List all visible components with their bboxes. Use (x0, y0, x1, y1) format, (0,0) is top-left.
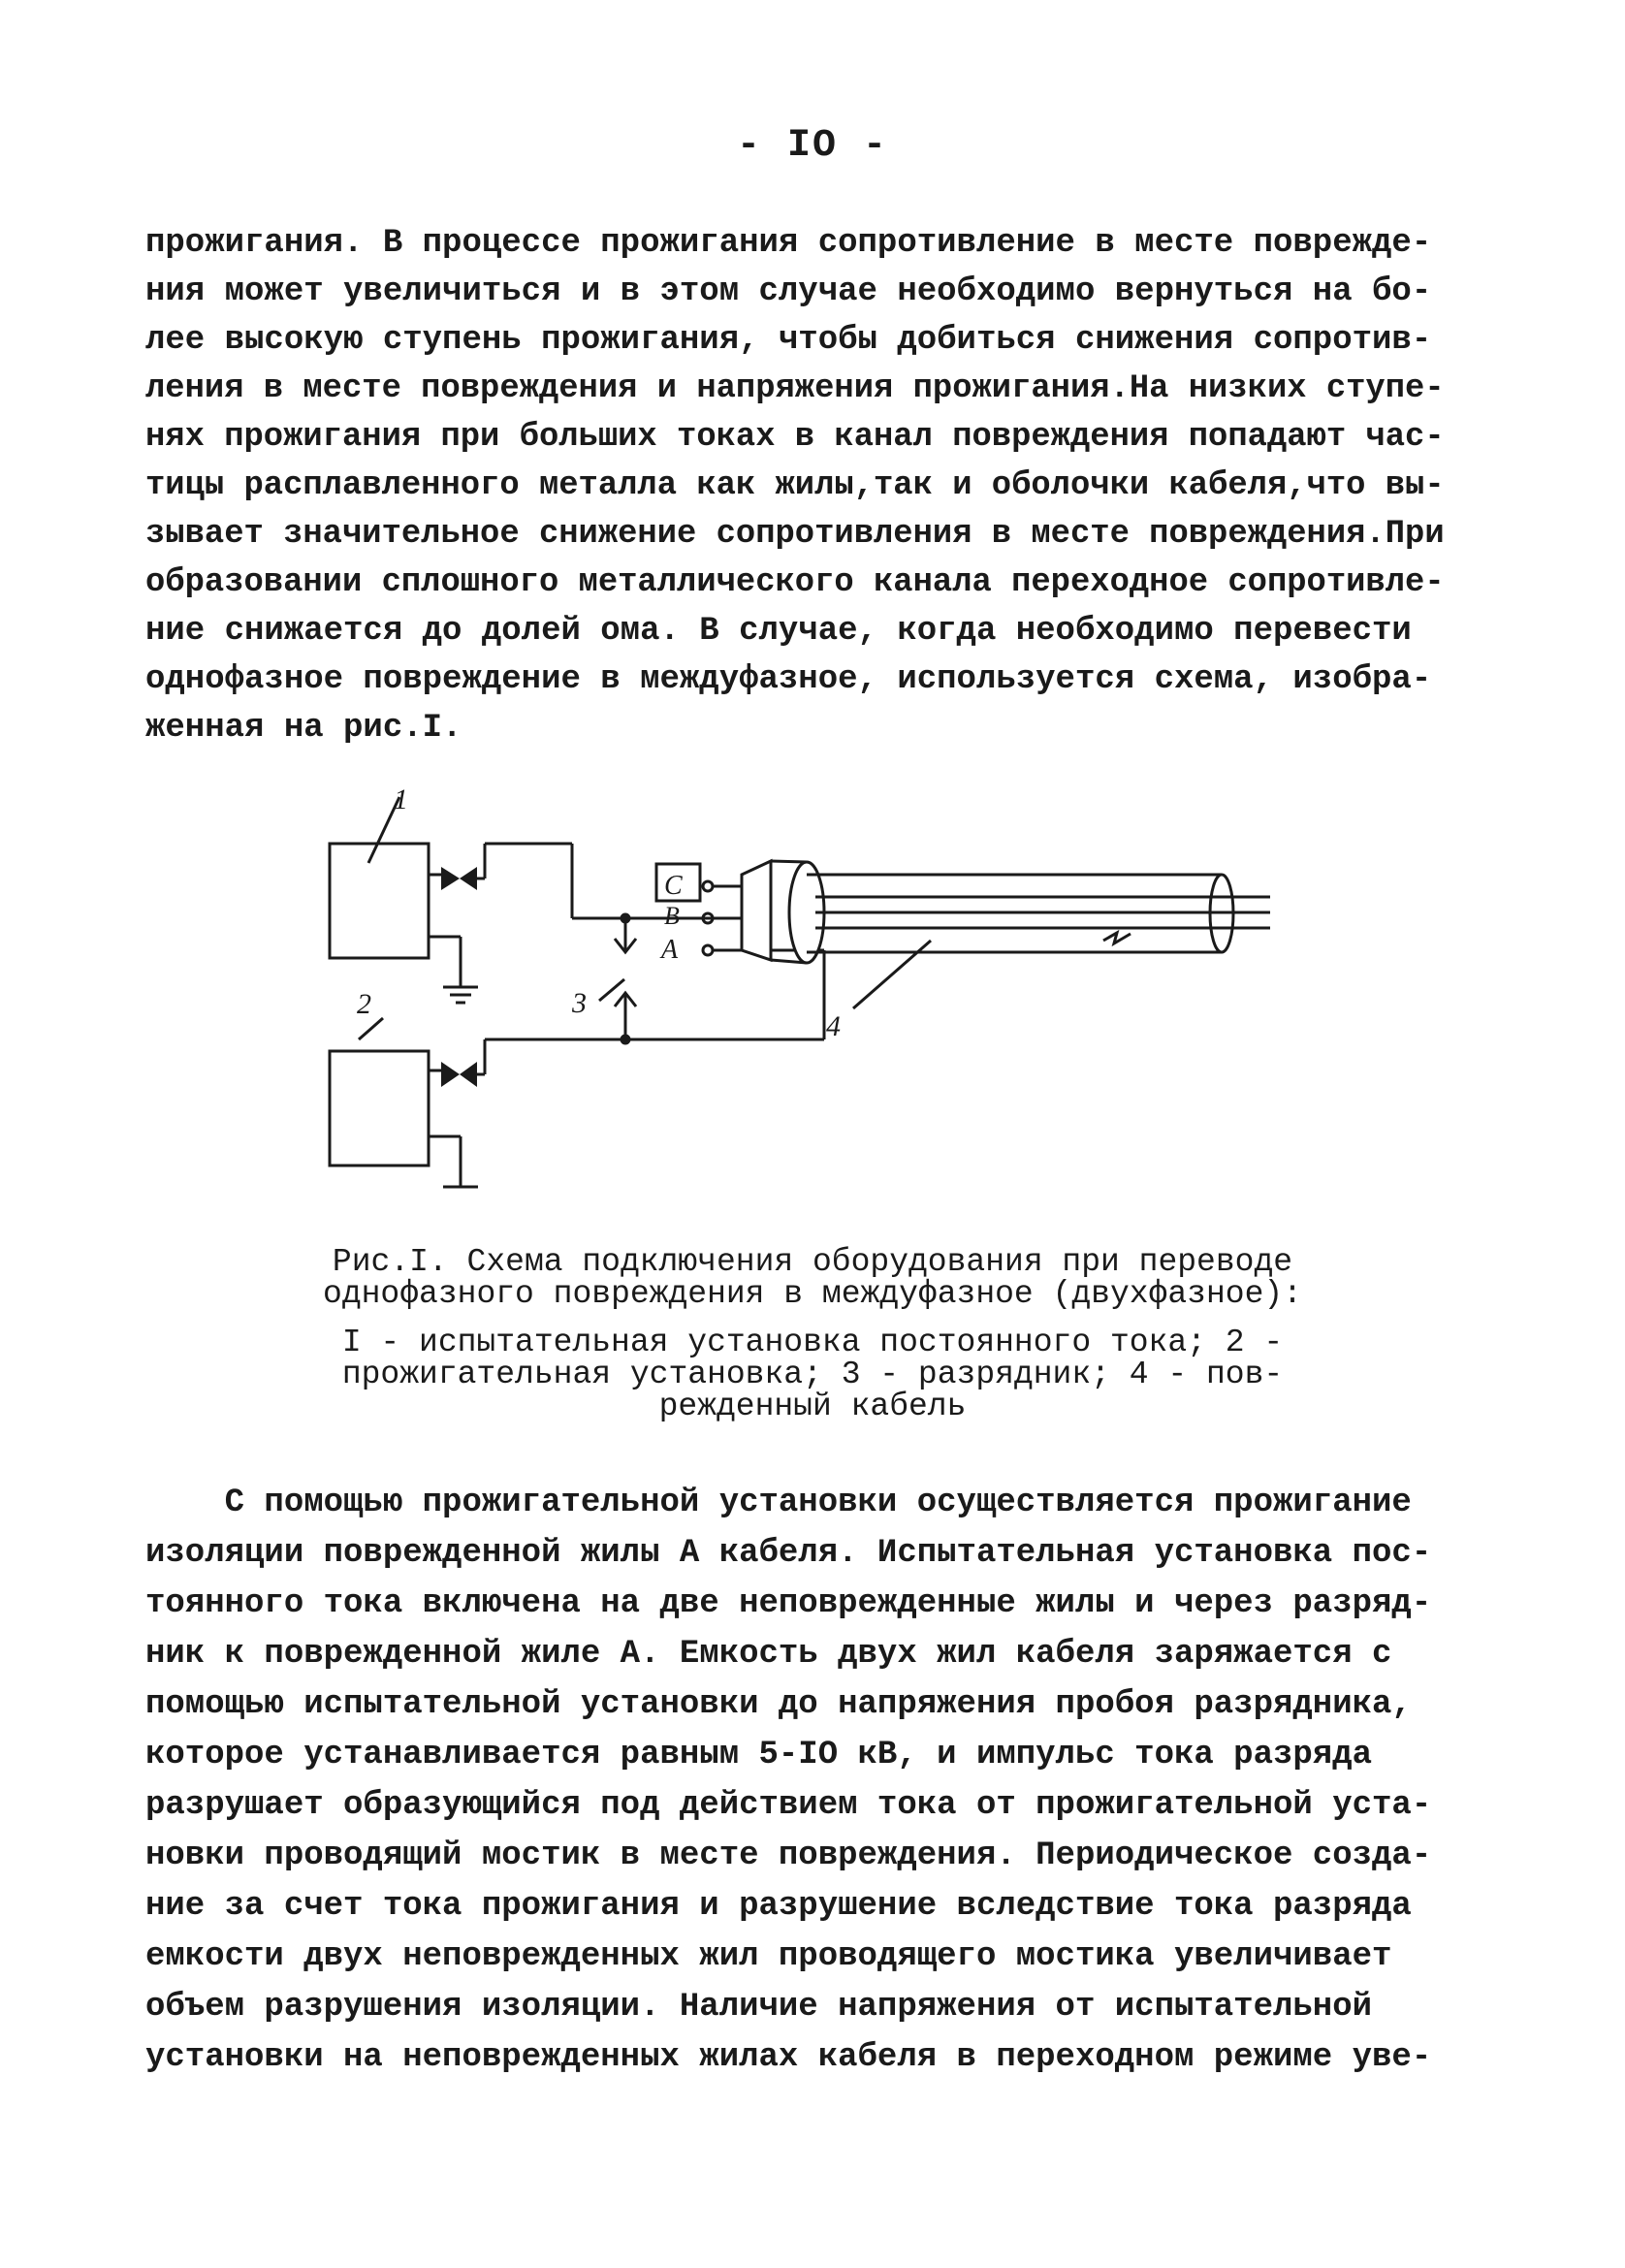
output-terminal (441, 1062, 460, 1087)
terminal-a (703, 945, 713, 955)
terminal-c (703, 881, 713, 891)
text-line: которое устанавливается равным 5-IO кВ, и импульс тока разряда (145, 1737, 1373, 1773)
text-line: однофазное повреждение в междуфазное, используется схема, изобра- (145, 661, 1432, 698)
text-line: помощью испытательной установки до напряжения пробоя разрядника, (145, 1686, 1412, 1723)
text-line: образовании сплошного металлического канала переходное сопротивле- (145, 564, 1445, 601)
fault-mark (1103, 933, 1131, 943)
text-line: зывает значительное снижение сопротивления в месте повреждения.При (145, 516, 1445, 553)
arrester-label: 3 (572, 987, 587, 1019)
text-line: новки проводящий мостик в месте повреждения. Периодическое созда- (145, 1837, 1432, 1874)
text-line: изоляции поврежденной жилы А кабеля. Испытательная установка пос- (145, 1535, 1432, 1572)
phase-c-label: C (664, 871, 683, 901)
caption-line: Рис.I. Схема подключения оборудования при переводе (332, 1244, 1293, 1280)
text-line: емкости двух неповрежденных жил проводящего мостика увеличивает (145, 1938, 1392, 1975)
text-line: лее высокую ступень прожигания, чтобы добиться снижения сопротив- (145, 322, 1432, 359)
text-line: С помощью прожигательной установки осуществляется прожигание (145, 1485, 1412, 1521)
text-line: ния может увеличиться и в этом случае необходимо вернуться на бо- (145, 273, 1432, 310)
unit-1-label: 1 (394, 785, 408, 815)
phase-a-label: A (661, 935, 679, 965)
text-line: ления в месте повреждения и напряжения прожигания.На низких ступе- (145, 370, 1445, 407)
text-line: тоянного тока включена на две неповрежденные жилы и через разряд- (145, 1585, 1432, 1622)
text-line: нях прожигания при больших токах в канал повреждения попадают час- (145, 419, 1445, 456)
unit-2-box (330, 1051, 429, 1166)
text-line: тицы расплавленного металла как жилы,так и оболочки кабеля,что вы- (145, 467, 1445, 504)
cable-label: 4 (826, 1010, 841, 1042)
text-line: ник к поврежденной жиле А. Емкость двух жил кабеля заряжается с (145, 1636, 1392, 1673)
text-line: прожигания. В процессе прожигания сопротивление в месте поврежде- (145, 225, 1432, 262)
output-terminal (441, 867, 460, 890)
caption-line: однофазного повреждения в междуфазное (двухфазное): (323, 1276, 1302, 1312)
text-line: ние снижается до долей ома. В случае, когда необходимо перевести (145, 613, 1412, 650)
figure-diagram (291, 785, 1309, 1193)
leader-line (359, 1018, 383, 1039)
caption-line: прожигательная установка; 3 - разрядник; 4 - пов- (341, 1357, 1284, 1392)
unit-1-box (330, 844, 429, 958)
page-number: - IO - (736, 124, 889, 168)
text-line: ние за счет тока прожигания и разрушение вследствие тока разряда (145, 1888, 1412, 1925)
text-line: разрушает образующийся под действием тока от прожигательной уста- (145, 1787, 1432, 1824)
phase-b-label: B (664, 902, 680, 930)
unit-2-label: 2 (357, 988, 371, 1020)
text-line: женная на рис.I. (145, 710, 462, 747)
cable-sealing-end (742, 861, 771, 960)
text-line: установки на неповрежденных жилах кабеля в переходном режиме уве- (145, 2039, 1432, 2076)
text-line: объем разрушения изоляции. Наличие напряжения от испытательной (145, 1989, 1373, 2026)
caption-line: режденный кабель (658, 1389, 967, 1424)
caption-line: I - испытательная установка постоянного тока; 2 - (341, 1325, 1284, 1360)
